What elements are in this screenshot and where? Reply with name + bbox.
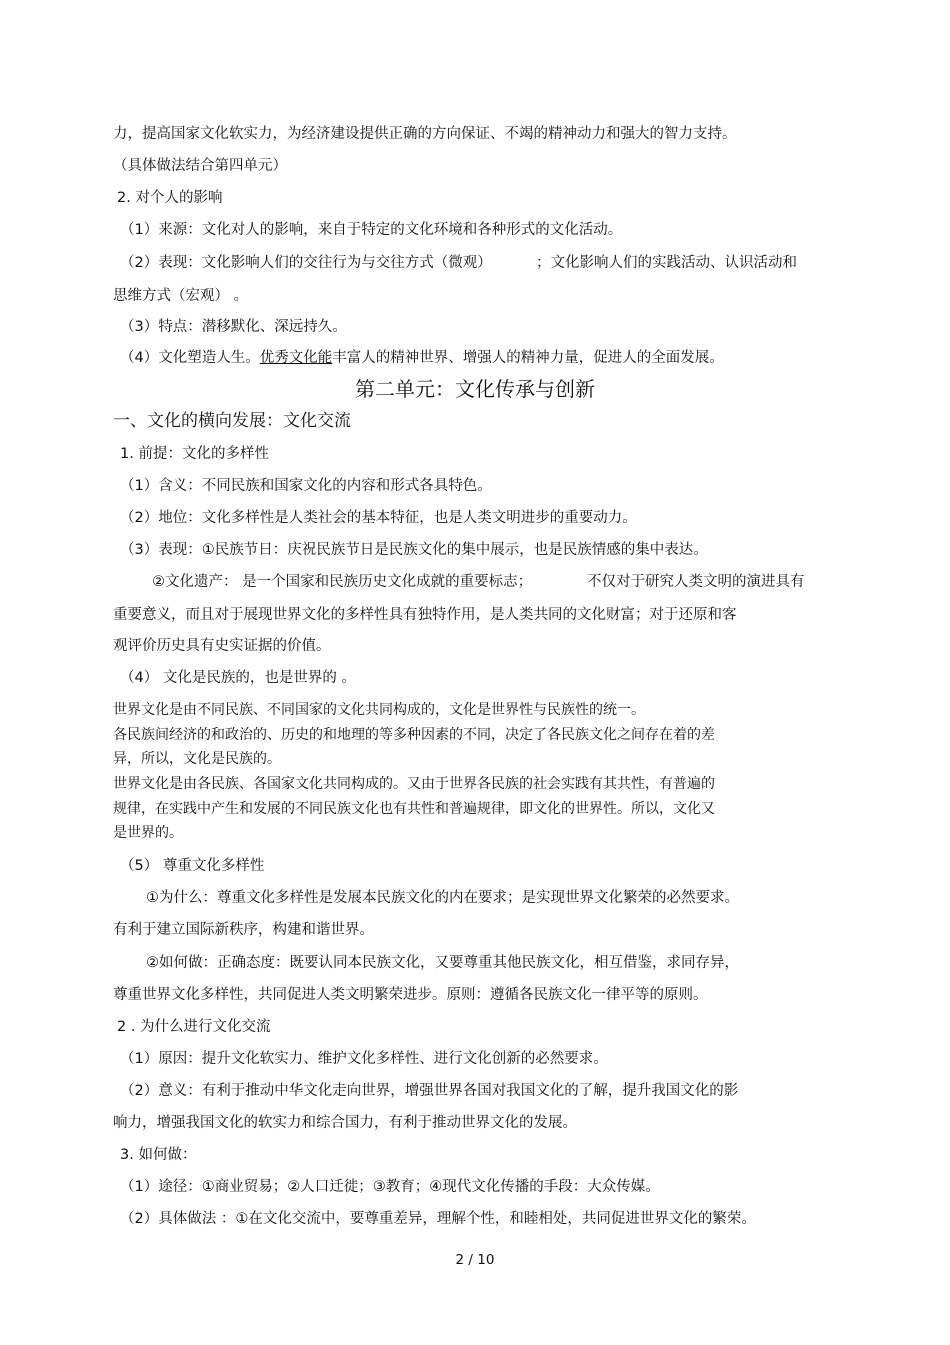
- unit-title: 第二单元：文化传承与创新: [355, 377, 595, 401]
- paragraph-line: 重要意义，而且对于展现世界文化的多样性具有独特作用，是人类共同的文化财富；对于还原和客: [113, 607, 737, 623]
- text-segment: 丰富人的精神世界、增强人的精神力量，促进人的全面发展。: [332, 350, 724, 366]
- paragraph-line: 世界文化是由不同民族、不同国家的文化共同构成的，文化是世界性与民族性的统一。: [113, 702, 645, 718]
- underlined-text: 优秀文化能: [259, 350, 333, 366]
- paragraph-line: （2）地位：文化多样性是人类社会的基本特征，也是人类文明进步的重要动力。: [120, 510, 637, 526]
- page-number: 2 / 10: [455, 1252, 495, 1268]
- paragraph-line: 世界文化是由各民族、各国家文化共同构成的。又由于世界各民族的社会实践有其共性，有普遍的: [113, 776, 715, 792]
- paragraph-line: 有利于建立国际新秩序，构建和谐世界。: [113, 922, 374, 938]
- section-heading: 1. 前提：文化的多样性: [120, 446, 269, 462]
- section-heading: 3. 如何做：: [120, 1147, 197, 1163]
- paragraph-line: 是世界的。: [113, 825, 183, 841]
- paragraph-line: （1）原因：提升文化软实力、维护文化多样性、进行文化创新的必然要求。: [120, 1051, 608, 1067]
- paragraph-line: （5） 尊重文化多样性: [120, 858, 265, 874]
- section-heading: 2 . 为什么进行文化交流: [117, 1019, 271, 1035]
- paragraph-line: 尊重世界文化多样性，共同促进人类文明繁荣进步。原则：遵循各民族文化一律平等的原则。: [113, 987, 708, 1003]
- paragraph-line: （4） 文化是民族的，也是世界的 。: [120, 670, 356, 686]
- paragraph-line: （3）表现：①民族节日：庆祝民族节日是民族文化的集中展示，也是民族情感的集中表达。: [120, 542, 708, 558]
- paragraph-line: [120, 348, 724, 368]
- paragraph-line: （具体做法结合第四单元）: [113, 158, 287, 174]
- paragraph-line: （1）来源：文化对人的影响，来自于特定的文化环境和各种形式的文化活动。: [120, 222, 623, 238]
- paragraph-line: ；文化影响人们的实践活动、认识活动和: [536, 255, 797, 271]
- paragraph-line: ②文化遗产： 是一个国家和民族历史文化成就的重要标志；: [152, 574, 533, 590]
- paragraph-line: （3）特点：潜移默化、深远持久。: [120, 319, 347, 335]
- paragraph-line: （2）表现：文化影响人们的交往行为与交往方式（微观）: [120, 255, 492, 271]
- paragraph-line: 规律，在实践中产生和发展的不同民族文化也有共性和普遍规律，即文化的世界性。所以，文化又: [113, 801, 715, 817]
- text-segment: （4）文化塑造人生。: [120, 350, 260, 366]
- paragraph-line: 各民族间经济的和政治的、历史的和地理的等多种因素的不同，决定了各民族文化之间存在着的差: [113, 727, 715, 743]
- paragraph-line: ①为什么：尊重文化多样性是发展本民族文化的内在要求；是实现世界文化繁荣的必然要求。: [146, 890, 739, 906]
- paragraph-line: （1）途径：①商业贸易；②人口迁徙；③教育；④现代文化传播的手段：大众传媒。: [120, 1179, 660, 1195]
- paragraph-line: 异，所以，文化是民族的。: [113, 751, 281, 767]
- paragraph-line: ②如何做：正确态度：既要认同本民族文化，又要尊重其他民族文化，相互借鉴，求同存异，: [146, 955, 739, 971]
- paragraph-line: 思维方式（宏观） 。: [113, 288, 249, 304]
- chapter-heading: 一、文化的横向发展：文化交流: [113, 411, 351, 431]
- paragraph-line: 响力，增强我国文化的软实力和综合国力，有利于推动世界文化的发展。: [113, 1115, 577, 1131]
- paragraph-line: 观评价历史具有史实证据的价值。: [113, 638, 331, 654]
- paragraph-line: （2）具体做法 ：①在文化交流中，要尊重差异，理解个性，和睦相处，共同促进世界文化的繁荣。: [120, 1211, 756, 1227]
- section-heading: 2. 对个人的影响: [117, 190, 223, 206]
- paragraph-line: （1）含义：不同民族和国家文化的内容和形式各具特色。: [120, 478, 492, 494]
- paragraph-line: 力，提高国家文化软实力，为经济建设提供正确的方向保证、不竭的精神动力和强大的智力支持。: [113, 126, 737, 142]
- paragraph-line: 不仅对于研究人类文明的演进具有: [587, 574, 805, 590]
- paragraph-line: （2）意义：有利于推动中华文化走向世界，增强世界各国对我国文化的了解，提升我国文化的影: [120, 1083, 739, 1099]
